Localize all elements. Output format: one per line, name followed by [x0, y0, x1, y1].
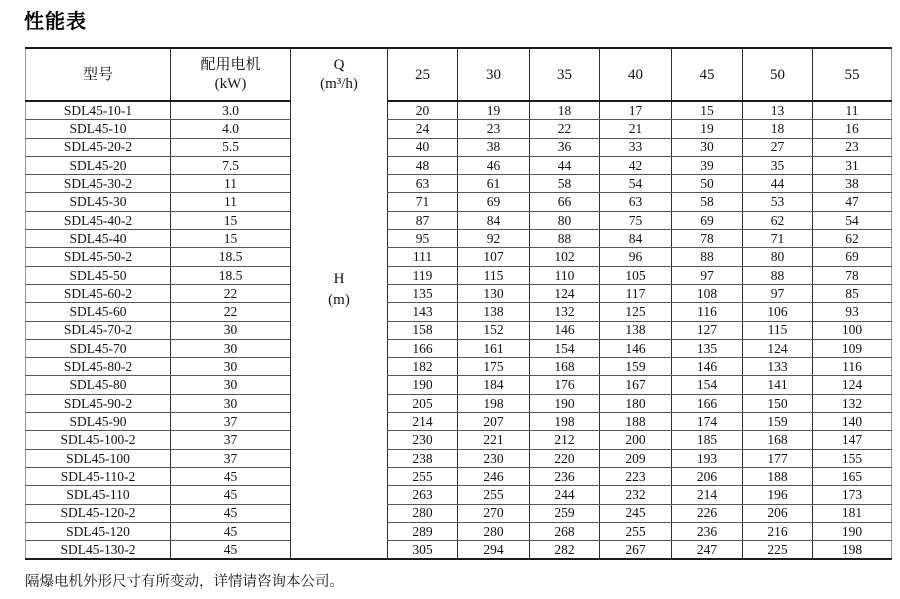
head-value-cell: 42 — [600, 156, 672, 174]
head-value-cell: 50 — [672, 175, 743, 193]
head-value-cell: 259 — [530, 504, 600, 522]
head-unit-line: H — [333, 270, 345, 287]
table-row — [26, 156, 892, 174]
head-value-cell: 63 — [600, 193, 672, 211]
head-value-cell: 20 — [388, 101, 458, 120]
head-value-cell: 111 — [388, 248, 458, 266]
head-value-cell: 40 — [388, 138, 458, 156]
head-value-cell: 143 — [388, 303, 458, 321]
head-value-cell: 146 — [530, 321, 600, 339]
head-value-cell: 53 — [743, 193, 813, 211]
header-line: Q — [333, 57, 345, 74]
head-value-cell: 245 — [600, 504, 672, 522]
table-row — [26, 175, 892, 193]
head-value-cell: 216 — [743, 522, 813, 540]
head-value-cell: 119 — [388, 266, 458, 284]
head-value-cell: 236 — [530, 467, 600, 485]
head-value-cell: 58 — [530, 175, 600, 193]
model-cell: SDL45-30 — [26, 193, 171, 211]
head-value-cell: 21 — [600, 120, 672, 138]
head-value-cell: 180 — [600, 394, 672, 412]
head-value-cell: 117 — [600, 284, 672, 302]
head-value-cell: 115 — [743, 321, 813, 339]
head-value-cell: 18 — [743, 120, 813, 138]
motor-kw-cell: 15 — [171, 230, 291, 248]
head-value-cell: 177 — [743, 449, 813, 467]
head-value-cell: 196 — [743, 486, 813, 504]
head-value-cell: 44 — [743, 175, 813, 193]
head-value-cell: 165 — [813, 467, 892, 485]
head-value-cell: 44 — [530, 156, 600, 174]
head-value-cell: 116 — [672, 303, 743, 321]
table-row — [26, 101, 892, 120]
table-header — [26, 48, 892, 101]
head-value-cell: 135 — [388, 284, 458, 302]
footnote: 隔爆电机外形尺寸有所变动，详情请咨询本公司。 — [25, 574, 344, 590]
table-row — [26, 394, 892, 412]
model-cell: SDL45-20 — [26, 156, 171, 174]
head-value-cell: 54 — [600, 175, 672, 193]
model-cell: SDL45-110-2 — [26, 467, 171, 485]
head-value-cell: 96 — [600, 248, 672, 266]
head-value-cell: 84 — [600, 230, 672, 248]
col-header-motor-kw — [171, 48, 291, 101]
head-value-cell: 92 — [458, 230, 530, 248]
model-cell: SDL45-40 — [26, 230, 171, 248]
head-value-cell: 63 — [388, 175, 458, 193]
head-value-cell: 246 — [458, 467, 530, 485]
model-cell: SDL45-100-2 — [26, 431, 171, 449]
head-value-cell: 61 — [458, 175, 530, 193]
motor-kw-cell: 11 — [171, 193, 291, 211]
head-value-cell: 289 — [388, 522, 458, 540]
head-value-cell: 15 — [672, 101, 743, 120]
head-value-cell: 206 — [743, 504, 813, 522]
head-value-cell: 107 — [458, 248, 530, 266]
head-value-cell: 47 — [813, 193, 892, 211]
table-row — [26, 522, 892, 540]
head-value-cell: 88 — [530, 230, 600, 248]
motor-kw-cell: 30 — [171, 321, 291, 339]
head-value-cell: 93 — [813, 303, 892, 321]
head-value-cell: 138 — [458, 303, 530, 321]
head-value-cell: 193 — [672, 449, 743, 467]
head-value-cell: 19 — [458, 101, 530, 120]
head-value-cell: 221 — [458, 431, 530, 449]
head-value-cell: 263 — [388, 486, 458, 504]
head-value-cell: 140 — [813, 413, 892, 431]
head-value-cell: 36 — [530, 138, 600, 156]
head-value-cell: 78 — [813, 266, 892, 284]
motor-kw-cell: 45 — [171, 541, 291, 560]
head-value-cell: 146 — [672, 358, 743, 376]
head-value-cell: 214 — [388, 413, 458, 431]
table-row — [26, 120, 892, 138]
head-value-cell: 22 — [530, 120, 600, 138]
motor-kw-cell: 30 — [171, 358, 291, 376]
model-cell: SDL45-110 — [26, 486, 171, 504]
head-value-cell: 168 — [530, 358, 600, 376]
table-row — [26, 486, 892, 504]
head-value-cell: 190 — [530, 394, 600, 412]
head-value-cell: 255 — [388, 467, 458, 485]
table-row — [26, 413, 892, 431]
head-value-cell: 146 — [600, 339, 672, 357]
col-header-flow-q — [291, 48, 388, 101]
head-value-cell: 150 — [743, 394, 813, 412]
model-cell: SDL45-80 — [26, 376, 171, 394]
head-value-cell: 19 — [672, 120, 743, 138]
model-cell: SDL45-100 — [26, 449, 171, 467]
head-value-cell: 159 — [600, 358, 672, 376]
table-row — [26, 284, 892, 302]
motor-kw-cell: 15 — [171, 211, 291, 229]
head-value-cell: 97 — [743, 284, 813, 302]
head-value-cell: 282 — [530, 541, 600, 560]
head-value-cell: 232 — [600, 486, 672, 504]
head-value-cell: 31 — [813, 156, 892, 174]
head-value-cell: 267 — [600, 541, 672, 560]
model-cell: SDL45-50 — [26, 266, 171, 284]
head-value-cell: 226 — [672, 504, 743, 522]
head-value-cell: 13 — [743, 101, 813, 120]
model-cell: SDL45-120-2 — [26, 504, 171, 522]
head-value-cell: 198 — [530, 413, 600, 431]
head-value-cell: 39 — [672, 156, 743, 174]
table-row — [26, 467, 892, 485]
table-row — [26, 230, 892, 248]
head-value-cell: 97 — [672, 266, 743, 284]
head-value-cell: 188 — [600, 413, 672, 431]
head-value-cell: 88 — [672, 248, 743, 266]
head-value-cell: 115 — [458, 266, 530, 284]
head-value-cell: 130 — [458, 284, 530, 302]
motor-kw-cell: 22 — [171, 303, 291, 321]
model-cell: SDL45-90 — [26, 413, 171, 431]
col-header-flow-value: 35 — [530, 48, 600, 101]
head-value-cell: 152 — [458, 321, 530, 339]
motor-kw-cell: 5.5 — [171, 138, 291, 156]
table-row — [26, 431, 892, 449]
motor-kw-cell: 37 — [171, 413, 291, 431]
head-value-cell: 147 — [813, 431, 892, 449]
head-value-cell: 62 — [743, 211, 813, 229]
table-row — [26, 193, 892, 211]
motor-kw-cell: 18.5 — [171, 248, 291, 266]
model-cell: SDL45-60 — [26, 303, 171, 321]
model-cell: SDL45-30-2 — [26, 175, 171, 193]
motor-kw-cell: 45 — [171, 522, 291, 540]
head-value-cell: 173 — [813, 486, 892, 504]
head-value-cell: 268 — [530, 522, 600, 540]
head-value-cell: 38 — [458, 138, 530, 156]
head-value-cell: 244 — [530, 486, 600, 504]
head-value-cell: 27 — [743, 138, 813, 156]
head-unit-merged-cell — [291, 101, 388, 559]
head-value-cell: 71 — [743, 230, 813, 248]
head-value-cell: 294 — [458, 541, 530, 560]
head-value-cell: 214 — [672, 486, 743, 504]
head-value-cell: 184 — [458, 376, 530, 394]
head-value-cell: 190 — [388, 376, 458, 394]
head-value-cell: 80 — [530, 211, 600, 229]
head-value-cell: 135 — [672, 339, 743, 357]
header-line: (m³/h) — [320, 76, 358, 92]
head-value-cell: 247 — [672, 541, 743, 560]
model-cell: SDL45-70 — [26, 339, 171, 357]
head-value-cell: 69 — [458, 193, 530, 211]
model-cell: SDL45-70-2 — [26, 321, 171, 339]
head-value-cell: 87 — [388, 211, 458, 229]
head-value-cell: 100 — [813, 321, 892, 339]
head-value-cell: 159 — [743, 413, 813, 431]
head-value-cell: 255 — [458, 486, 530, 504]
head-value-cell: 124 — [813, 376, 892, 394]
head-value-cell: 236 — [672, 522, 743, 540]
header-line: (kW) — [214, 75, 247, 92]
head-value-cell: 69 — [813, 248, 892, 266]
head-value-cell: 207 — [458, 413, 530, 431]
table-row — [26, 266, 892, 284]
motor-kw-cell: 45 — [171, 467, 291, 485]
head-value-cell: 84 — [458, 211, 530, 229]
head-value-cell: 46 — [458, 156, 530, 174]
head-value-cell: 190 — [813, 522, 892, 540]
head-value-cell: 48 — [388, 156, 458, 174]
head-value-cell: 205 — [388, 394, 458, 412]
motor-kw-cell: 11 — [171, 175, 291, 193]
head-value-cell: 109 — [813, 339, 892, 357]
table-row — [26, 138, 892, 156]
model-cell: SDL45-90-2 — [26, 394, 171, 412]
head-value-cell: 30 — [672, 138, 743, 156]
motor-kw-cell: 3.0 — [171, 101, 291, 120]
head-value-cell: 220 — [530, 449, 600, 467]
head-value-cell: 174 — [672, 413, 743, 431]
col-header-flow-value: 50 — [743, 48, 813, 101]
head-value-cell: 78 — [672, 230, 743, 248]
col-header-flow-value: 30 — [458, 48, 530, 101]
head-value-cell: 161 — [458, 339, 530, 357]
head-value-cell: 154 — [530, 339, 600, 357]
model-cell: SDL45-20-2 — [26, 138, 171, 156]
head-value-cell: 125 — [600, 303, 672, 321]
model-cell: SDL45-60-2 — [26, 284, 171, 302]
head-value-cell: 206 — [672, 467, 743, 485]
head-value-cell: 188 — [743, 467, 813, 485]
head-value-cell: 18 — [530, 101, 600, 120]
head-unit-label — [291, 269, 387, 311]
head-value-cell: 108 — [672, 284, 743, 302]
head-value-cell: 35 — [743, 156, 813, 174]
head-value-cell: 168 — [743, 431, 813, 449]
head-value-cell: 158 — [388, 321, 458, 339]
head-value-cell: 230 — [458, 449, 530, 467]
head-value-cell: 33 — [600, 138, 672, 156]
motor-kw-cell: 30 — [171, 376, 291, 394]
table-row — [26, 504, 892, 522]
col-header-flow-value: 25 — [388, 48, 458, 101]
head-value-cell: 133 — [743, 358, 813, 376]
head-value-cell: 24 — [388, 120, 458, 138]
col-header-flow-value: 55 — [813, 48, 892, 101]
head-value-cell: 305 — [388, 541, 458, 560]
col-header-flow-value: 45 — [672, 48, 743, 101]
motor-kw-cell: 18.5 — [171, 266, 291, 284]
head-value-cell: 185 — [672, 431, 743, 449]
table-body — [26, 101, 892, 559]
head-unit-line: (m) — [328, 291, 350, 308]
model-cell: SDL45-10-1 — [26, 101, 171, 120]
motor-kw-cell: 30 — [171, 394, 291, 412]
motor-kw-cell: 37 — [171, 449, 291, 467]
head-value-cell: 223 — [600, 467, 672, 485]
page-title: 性能表 — [24, 9, 87, 33]
head-value-cell: 198 — [813, 541, 892, 560]
head-value-cell: 69 — [672, 211, 743, 229]
head-value-cell: 176 — [530, 376, 600, 394]
head-value-cell: 212 — [530, 431, 600, 449]
head-value-cell: 54 — [813, 211, 892, 229]
head-value-cell: 198 — [458, 394, 530, 412]
head-value-cell: 23 — [458, 120, 530, 138]
head-value-cell: 127 — [672, 321, 743, 339]
motor-kw-cell: 45 — [171, 486, 291, 504]
model-cell: SDL45-130-2 — [26, 541, 171, 560]
head-value-cell: 280 — [388, 504, 458, 522]
head-value-cell: 280 — [458, 522, 530, 540]
motor-kw-cell: 30 — [171, 339, 291, 357]
head-value-cell: 75 — [600, 211, 672, 229]
motor-kw-cell: 37 — [171, 431, 291, 449]
head-value-cell: 80 — [743, 248, 813, 266]
head-value-cell: 71 — [388, 193, 458, 211]
head-value-cell: 62 — [813, 230, 892, 248]
table-row — [26, 376, 892, 394]
motor-kw-cell: 22 — [171, 284, 291, 302]
head-value-cell: 155 — [813, 449, 892, 467]
head-value-cell: 225 — [743, 541, 813, 560]
head-value-cell: 16 — [813, 120, 892, 138]
table-row — [26, 339, 892, 357]
head-value-cell: 106 — [743, 303, 813, 321]
motor-kw-cell: 4.0 — [171, 120, 291, 138]
head-value-cell: 167 — [600, 376, 672, 394]
head-value-cell: 270 — [458, 504, 530, 522]
head-value-cell: 181 — [813, 504, 892, 522]
head-value-cell: 11 — [813, 101, 892, 120]
head-value-cell: 132 — [530, 303, 600, 321]
table-row — [26, 211, 892, 229]
head-value-cell: 154 — [672, 376, 743, 394]
head-value-cell: 85 — [813, 284, 892, 302]
head-value-cell: 209 — [600, 449, 672, 467]
head-value-cell: 132 — [813, 394, 892, 412]
motor-kw-cell: 7.5 — [171, 156, 291, 174]
head-value-cell: 66 — [530, 193, 600, 211]
head-value-cell: 138 — [600, 321, 672, 339]
table-row — [26, 358, 892, 376]
table-row — [26, 321, 892, 339]
head-value-cell: 17 — [600, 101, 672, 120]
col-header-flow-value: 40 — [600, 48, 672, 101]
head-value-cell: 23 — [813, 138, 892, 156]
table-row — [26, 541, 892, 560]
model-cell: SDL45-120 — [26, 522, 171, 540]
head-value-cell: 95 — [388, 230, 458, 248]
head-value-cell: 102 — [530, 248, 600, 266]
head-value-cell: 255 — [600, 522, 672, 540]
head-value-cell: 58 — [672, 193, 743, 211]
head-value-cell: 175 — [458, 358, 530, 376]
head-value-cell: 166 — [388, 339, 458, 357]
head-value-cell: 88 — [743, 266, 813, 284]
head-value-cell: 124 — [743, 339, 813, 357]
model-cell: SDL45-80-2 — [26, 358, 171, 376]
table-row — [26, 449, 892, 467]
performance-table — [25, 47, 892, 560]
head-value-cell: 105 — [600, 266, 672, 284]
head-value-cell: 166 — [672, 394, 743, 412]
header-line: 配用电机 — [200, 56, 261, 73]
head-value-cell: 238 — [388, 449, 458, 467]
head-value-cell: 38 — [813, 175, 892, 193]
model-cell: SDL45-50-2 — [26, 248, 171, 266]
head-value-cell: 116 — [813, 358, 892, 376]
motor-kw-cell: 45 — [171, 504, 291, 522]
head-value-cell: 230 — [388, 431, 458, 449]
head-value-cell: 182 — [388, 358, 458, 376]
head-value-cell: 124 — [530, 284, 600, 302]
table-row — [26, 248, 892, 266]
col-header-model: 型号 — [26, 48, 171, 101]
head-value-cell: 141 — [743, 376, 813, 394]
head-value-cell: 200 — [600, 431, 672, 449]
head-value-cell: 110 — [530, 266, 600, 284]
header-row — [26, 48, 892, 101]
table-row — [26, 303, 892, 321]
model-cell: SDL45-10 — [26, 120, 171, 138]
model-cell: SDL45-40-2 — [26, 211, 171, 229]
